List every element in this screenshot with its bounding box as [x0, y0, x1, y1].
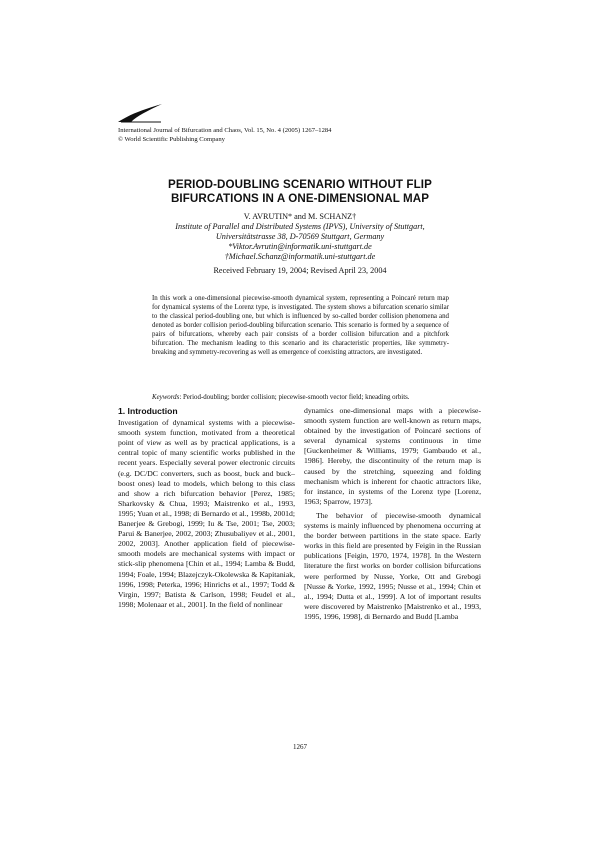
abstract: In this work a one-dimensional piecewise-smooth dynamical system, representing a Poincaré return map for dynamical systems of the Lorenz type, is investigated. The system shows a bifurcation scenario similar to the classical period-doubling one, but which is influenced by so-called border collision phenomena and denoted as border collision period-doubling bifurcation scenario. This scenario is formed by a sequence of pairs of bifurcations, whereby each pair consists of a border collision bifurcation and a pitchfork bifurcation. The mechanism leading to this scenario and its characteristic properties, like symmetry-breaking and symmetry-recovering as well as emergence of coexisting attractors, are investigated. [152, 295, 449, 356]
email-1: *Viktor.Avrutin@informatik.uni-stuttgart.de [228, 241, 372, 251]
keywords-text: : Period-doubling; border collision; piecewise-smooth vector field; kneading orbits. [179, 394, 410, 401]
intro-paragraph-continued: dynamics one-dimensional maps with a piecewise-smooth system function are well-known as return maps, obtained by the investigation of Poincaré sections of several dynamical systems continuous in time [Guckenheimer & Williams, 1979; Gambaudo et al., 1986]. Hereby, the discontinuity of the return map is caused by the stretching, squeezing and folding mechanism which is inherent for chaotic attractors like, for instance, in systems of the Lorenz type [Lorenz, 1963; Sparrow, 1973]. [304, 406, 481, 506]
journal-citation: International Journal of Bifurcation and Chaos, Vol. 15, No. 4 (2005) 1267–1284 [118, 127, 332, 134]
received-dates: Received February 19, 2004; Revised April 23, 2004 [213, 266, 387, 275]
author-names: V. AVRUTIN* and M. SCHANZ† [243, 212, 357, 221]
paper-title [0, 178, 600, 206]
page-number: 1267 [293, 743, 307, 751]
keywords-label: Keywords [152, 394, 180, 401]
section-heading: 1. Introduction [118, 406, 178, 416]
intro-paragraph-1: Investigation of dynamical systems with a piecewise-smooth system function, motivated from a theoretical point of view as well as by practical applications, is a central topic of many scientific works published in the recent years. Especially several power electronic circuits (e.g. DC/DC converters, such as boost, buck and buck–boost ones) lead to models, which belong to this class and show a rich bifurcation behavior [Perez, 1985; Sharkovsky & Chua, 1993; Maistrenko et al., 1993, 1995; Yuan et al., 1998; di Bernardo et al., 1998b, 2001d; Banerjee & Grebogi, 1999; Iu & Tse, 2001; Tse, 2003; Parui & Banerjee, 2002, 2003; Zhusubaliyev et al., 2001, 2002, 2003]. Another application field of piecewise-smooth models are mechanical systems with impact or stick-slip phenomena [Chin et al., 1994; Lamba & Budd, 1994; Foale, 1994; Blazejczyk-Okolewska & Kapitaniak, 1996, 1998; Peterka, 1996; Hinrichs et al., 1997; Todd & Virgin, 1997; Batista & Carlson, 1998; Feudel et al., 1998; Molenaar et al., 2001]. In the field of nonlinear [118, 418, 295, 609]
author-block [0, 212, 600, 262]
publisher-line: © World Scientific Publishing Company [118, 136, 225, 143]
journal-header [118, 126, 331, 144]
email-2: †Michael.Schanz@informatik.uni-stuttgart.de [224, 251, 376, 261]
keywords [152, 394, 449, 401]
left-column [118, 406, 295, 610]
right-column [304, 406, 481, 622]
affiliation-line-1: Institute of Parallel and Distributed Systems (IPVS), University of Stuttgart, [175, 221, 425, 231]
publisher-logo [117, 103, 163, 123]
title-line-1: PERIOD-DOUBLING SCENARIO WITHOUT FLIP [168, 178, 432, 191]
title-line-2: BIFURCATIONS IN A ONE-DIMENSIONAL MAP [170, 192, 430, 205]
affiliation-line-2: Universitätstrasse 38, D-70569 Stuttgart, Germany [215, 231, 385, 241]
intro-paragraph-2: The behavior of piecewise-smooth dynamical systems is mainly influenced by phenomena occurring at the border between partitions in the state space. Early works in this field are presented by Feigin in the Russian publications [Feigin, 1970, 1974, 1978]. In the Western literature the first works on border collision bifurcations were performed by Nusse, Yorke, Ott and Grebogi [Nusse & Yorke, 1992, 1995; Nusse et al., 1994; Chin et al., 1994; Dutta et al., 1999]. A lot of important results were discovered by Maistrenko [Maistrenko et al., 1993, 1995, 1996, 1998], di Bernardo and Budd [Lamba [304, 510, 481, 621]
